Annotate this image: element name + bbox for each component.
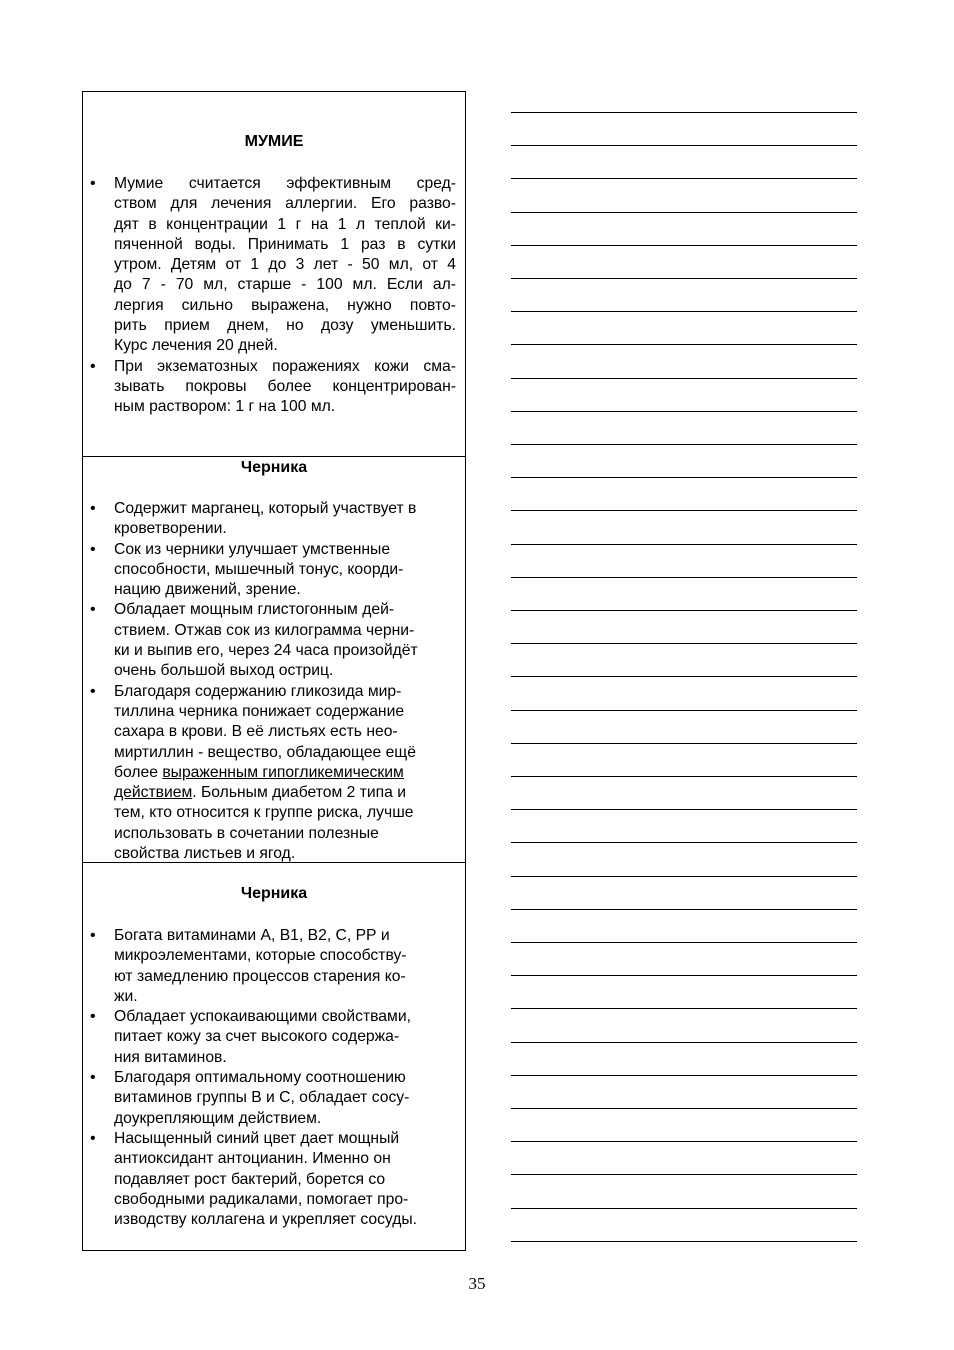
note-line — [511, 743, 857, 744]
list-item — [83, 357, 465, 418]
text-line: витаминов группы В и С, обладает сосу- — [114, 1089, 410, 1107]
list-item — [83, 540, 465, 601]
text-line: сахара в крови. В её листьях есть нео- — [114, 723, 398, 741]
note-line — [511, 477, 857, 478]
list-item — [83, 600, 465, 681]
bullet-icon: • — [90, 927, 96, 944]
text-line: утром. Детям от 1 до 3 лет - 50 мл, от 4 — [114, 256, 456, 274]
note-line — [511, 444, 857, 445]
list-item — [83, 682, 465, 865]
text-line: Насыщенный синий цвет дает мощный — [114, 1129, 400, 1147]
note-line — [511, 1241, 857, 1242]
text-line: ния витаминов. — [114, 1048, 227, 1066]
bullet-icon: • — [90, 175, 96, 192]
text-line — [114, 763, 456, 783]
note-line — [511, 643, 857, 644]
note-line — [511, 1141, 857, 1142]
text-line: свойства листьев и ягод. — [114, 845, 296, 863]
text-line: дят в концентрации 1 г на 1 л теплой ки- — [114, 215, 456, 233]
note-line — [511, 278, 857, 279]
underlined-text: выраженным гипогликемическим — [162, 763, 404, 781]
text-line: ством для лечения аллергии. Его разво- — [114, 195, 456, 213]
text-line: нацию движений, зрение. — [114, 581, 301, 599]
text-line: миртиллин - вещество, обладающее ещё — [114, 743, 416, 761]
bullet-list — [83, 174, 465, 418]
note-line — [511, 245, 857, 246]
text-line: ют замедлению процессов старения ко- — [114, 967, 406, 985]
list-item — [83, 1068, 465, 1129]
list-item — [83, 499, 465, 540]
bullet-list — [83, 499, 465, 864]
text-line: Мумие считается эффективным сред- — [114, 175, 456, 192]
list-item — [83, 174, 465, 357]
text-line: питает кожу за счет высокого содержа- — [114, 1028, 400, 1046]
page-number: 35 — [468, 1274, 486, 1293]
note-line — [511, 842, 857, 843]
note-line — [511, 909, 857, 910]
note-line — [511, 577, 857, 578]
text-line: микроэлементами, которые способству- — [114, 947, 407, 965]
note-line — [511, 942, 857, 943]
text-line: антиоксидант антоцианин. Именно он — [114, 1150, 391, 1168]
text-line: свободными радикалами, помогает про- — [114, 1190, 409, 1208]
note-line — [511, 1208, 857, 1209]
note-line — [511, 876, 857, 877]
bullet-list — [83, 926, 465, 1230]
bullet-icon: • — [90, 1069, 96, 1087]
bullet-icon: • — [90, 1129, 96, 1147]
bullet-icon: • — [90, 540, 96, 558]
note-line — [511, 809, 857, 810]
list-item — [83, 1129, 465, 1230]
text-run: более — [114, 763, 163, 781]
text-line: жи. — [114, 987, 138, 1005]
content-table — [82, 91, 466, 1251]
text-line: использовать в сочетании полезные — [114, 824, 379, 842]
text-line: Благодаря оптимальному соотношению — [114, 1069, 406, 1087]
note-line — [511, 610, 857, 611]
section-bilberry-1 — [83, 457, 465, 863]
note-line — [511, 1075, 857, 1076]
text-line: При экзематозных поражениях кожи сма- — [114, 357, 456, 375]
note-line — [511, 544, 857, 545]
note-line — [511, 145, 857, 146]
note-line — [511, 1042, 857, 1043]
section-bilberry-2 — [83, 863, 465, 1250]
text-line: Обладает успокаивающими свойствами, — [114, 1008, 411, 1026]
text-line: зывать покровы более концентрирован- — [114, 377, 456, 395]
text-line: изводству коллагена и укрепляет сосуды. — [114, 1211, 418, 1229]
bullet-icon: • — [90, 601, 96, 619]
text-line: тем, кто относится к группе риска, лучше — [114, 804, 414, 822]
text-line: пяченной воды. Принимать 1 раз в сутки — [114, 235, 456, 253]
note-line — [511, 378, 857, 379]
section-title: Черника — [240, 885, 308, 902]
text-line: до 7 - 70 мл, старше - 100 мл. Если ал- — [114, 276, 456, 294]
note-line — [511, 1174, 857, 1175]
text-line: ствием. Отжав сок из килограмма черни- — [114, 621, 415, 639]
text-line: способности, мышечный тонус, коорди- — [114, 560, 404, 578]
note-line — [511, 311, 857, 312]
list-item — [83, 926, 465, 1007]
text-line: тиллина черника понижает содержание — [114, 702, 405, 720]
text-line: рить прием днем, но дозу уменьшить. — [114, 317, 456, 335]
note-line — [511, 1008, 857, 1009]
text-line: Богата витаминами А, В1, В2, С, РР и — [114, 927, 390, 944]
text-line: очень большой выход остриц. — [114, 662, 334, 680]
text-line: доукрепляющим действием. — [114, 1109, 322, 1127]
text-line: лергия сильно выражена, нужно повто- — [114, 296, 456, 314]
note-line — [511, 212, 857, 213]
note-line — [511, 178, 857, 179]
text-line: кроветворении. — [114, 520, 227, 538]
note-line — [511, 510, 857, 511]
note-line — [511, 411, 857, 412]
bullet-icon: • — [90, 682, 96, 700]
text-line: ным раствором: 1 г на 100 мл. — [114, 398, 336, 416]
note-line — [511, 112, 857, 113]
bullet-icon: • — [90, 357, 96, 375]
text-line: Благодаря содержанию гликозида мир- — [114, 682, 402, 700]
text-line: Курс лечения 20 дней. — [114, 337, 278, 355]
underlined-text: действием — [114, 784, 193, 802]
note-line — [511, 975, 857, 976]
text-line — [114, 783, 456, 803]
note-line — [511, 776, 857, 777]
note-line — [511, 344, 857, 345]
note-line — [511, 676, 857, 677]
section-title: МУМИЕ — [244, 133, 304, 150]
text-line: подавляет рост бактерий, борется со — [114, 1170, 386, 1188]
bullet-icon: • — [90, 1008, 96, 1026]
text-line: Сок из черники улучшает умственные — [114, 540, 391, 558]
text-line: ки и выпив его, через 24 часа произойдёт — [114, 642, 418, 660]
note-line — [511, 1108, 857, 1109]
note-line — [511, 710, 857, 711]
bullet-icon: • — [90, 500, 96, 517]
text-line: Обладает мощным глистогонным дей- — [114, 601, 395, 619]
text-run: . Больным диабетом 2 типа и — [192, 784, 406, 802]
section-title: Черника — [240, 459, 308, 476]
list-item — [83, 1007, 465, 1068]
text-line: Содержит марганец, который участвует в — [114, 500, 417, 517]
section-mumie — [83, 92, 465, 457]
